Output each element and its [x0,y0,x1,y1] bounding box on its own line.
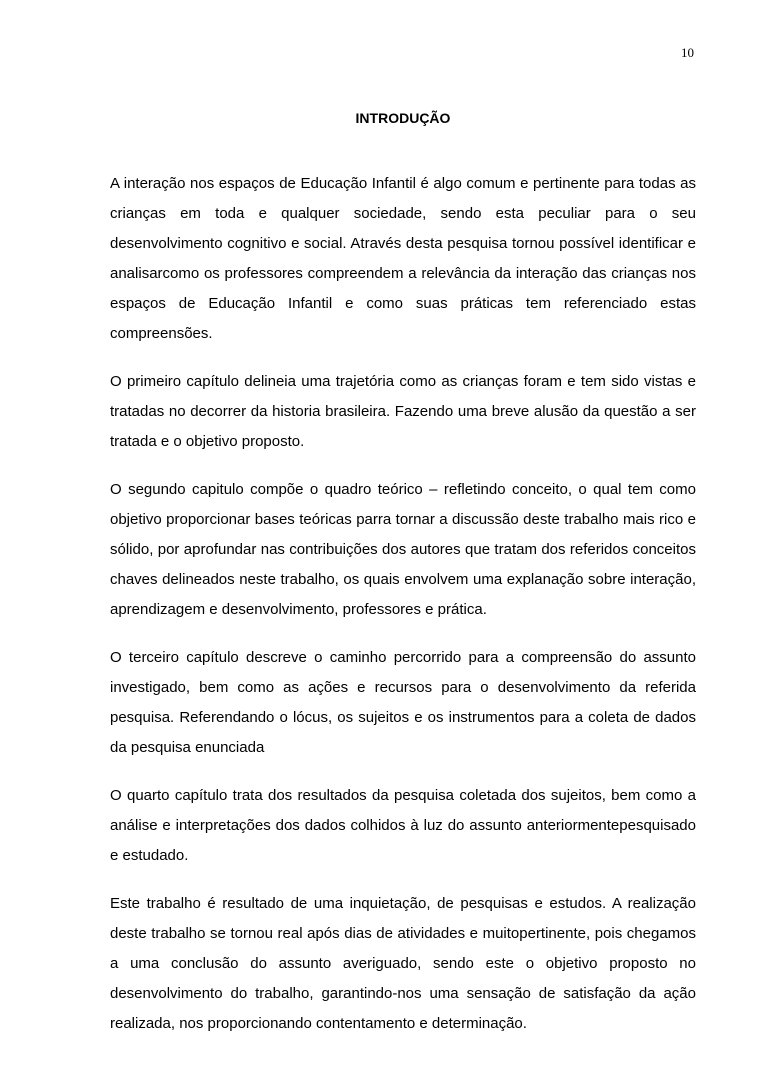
body-text [110,169,696,1057]
paragraph-conclusion: Este trabalho é resultado de uma inquietação, de pesquisas e estudos. A realização deste trabalho se tornou real após dias de atividades e muitopertinente, pois chegamos a uma conclusão do assunto averiguado, sendo este o objetivo proposto no desenvolvimento do trabalho, garantindo-nos uma sensação de satisfação da ação realizada, nos proporcionando contentamento e determinação. [110,895,696,1032]
paragraph-chapter-4: O quarto capítulo trata dos resultados da pesquisa coletada dos sujeitos, bem como a análise e interpretações dos dados colhidos à luz do assunto anteriormentepesquisado e estudado. [110,787,696,864]
paragraph-chapter-3: O terceiro capítulo descreve o caminho percorrido para a compreensão do assunto investigado, bem como as ações e recursos para o desenvolvimento da referida pesquisa. Referendando o lócus, os sujeitos e os instrumentos para a coleta de dados da pesquisa enunciada [110,649,696,756]
paragraph-intro: A interação nos espaços de Educação Infantil é algo comum e pertinente para todas as crianças em toda e qualquer sociedade, sendo esta peculiar para o seu desenvolvimento cognitivo e social. Através desta pesquisa tornou possível identificar e analisarcomo os professores compreendem a relevância da interação das crianças nos espaços de Educação Infantil e como suas práticas tem referenciado estas compreensões. [110,175,696,342]
paragraph-chapter-1: O primeiro capítulo delineia uma trajetória como as crianças foram e tem sido vistas e tratadas no decorrer da historia brasileira. Fazendo uma breve alusão da questão a ser tratada e o objetivo proposto. [110,373,696,450]
section-title: INTRODUÇÃO [355,110,451,126]
page-number: 10 [681,45,694,60]
paragraph-chapter-2: O segundo capitulo compõe o quadro teórico – refletindo conceito, o qual tem como objetivo proporcionar bases teóricas parra tornar a discussão deste trabalho mais rico e sólido, por aprofundar nas contribuições dos autores que tratam dos referidos conceitos chaves delineados neste trabalho, os quais envolvem uma explanação sobre interação, aprendizagem e desenvolvimento, professores e prática. [110,481,696,618]
